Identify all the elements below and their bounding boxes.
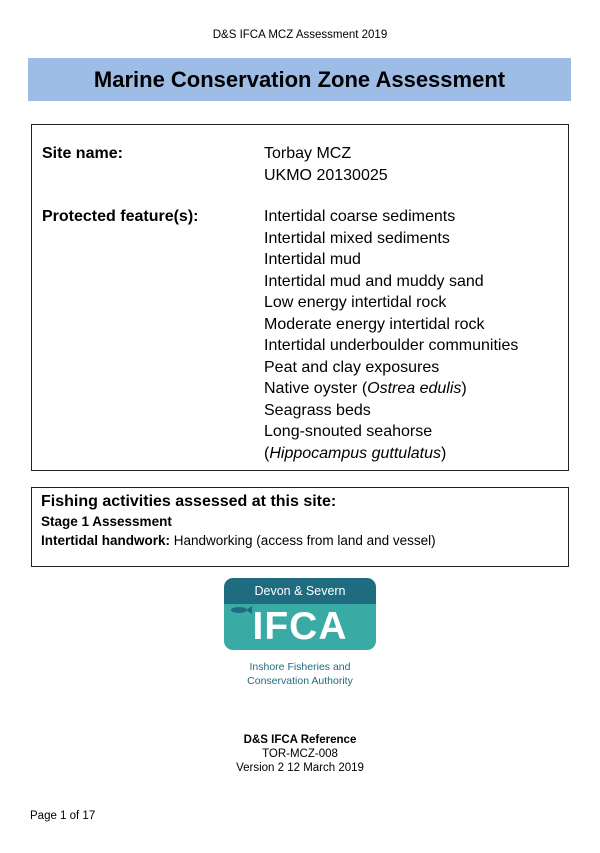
feature-item: Low energy intertidal rock xyxy=(264,294,447,311)
ifca-logo xyxy=(224,578,376,708)
feature-item: Moderate energy intertidal rock xyxy=(264,315,485,333)
feature-item: Intertidal coarse sediments xyxy=(264,208,456,225)
activity-label: Intertidal handwork: xyxy=(41,533,171,548)
feature-item: (Hippocampus guttulatus) xyxy=(264,444,447,462)
reference-version: Version 2 12 March 2019 xyxy=(236,762,364,774)
feature-item: Intertidal mud xyxy=(264,251,361,268)
activity-line xyxy=(41,531,559,550)
feature-item: Intertidal mud and muddy sand xyxy=(264,272,484,290)
fish-icon xyxy=(230,606,252,614)
page-title: Marine Conservation Zone Assessment xyxy=(28,58,571,101)
protected-features-list xyxy=(264,206,518,464)
feature-item: Long-snouted seahorse xyxy=(264,423,433,440)
logo-main-band xyxy=(224,604,376,650)
feature-item: Intertidal underboulder communities xyxy=(264,337,519,354)
species-name: Hippocampus guttulatus xyxy=(269,444,441,462)
activity-value: Handworking (access from land and vessel) xyxy=(170,533,436,548)
site-name: Torbay MCZ xyxy=(264,145,352,162)
logo-top-band: Devon & Severn xyxy=(224,578,376,604)
logo-subtitle: Inshore Fisheries and Conservation Authority xyxy=(247,661,353,687)
site-details-box xyxy=(31,124,569,471)
site-code: UKMO 20130025 xyxy=(264,166,388,184)
feature-item: Peat and clay exposures xyxy=(264,358,440,376)
running-header: D&S IFCA MCZ Assessment 2019 xyxy=(212,29,388,41)
fishing-activities-box xyxy=(31,487,569,567)
protected-features-label: Protected feature(s): xyxy=(42,208,199,225)
species-name: Ostrea edulis xyxy=(367,380,462,397)
feature-item: Intertidal mixed sediments xyxy=(264,229,450,247)
feature-item: Seagrass beds xyxy=(264,401,371,419)
logo-main-text: IFCA xyxy=(252,605,348,648)
site-name-values xyxy=(264,143,388,186)
activities-heading: Fishing activities assessed at this site: xyxy=(41,493,337,510)
page-number: Page 1 of 17 xyxy=(30,810,96,822)
site-name-label: Site name: xyxy=(42,145,123,162)
assessment-stage: Stage 1 Assessment xyxy=(41,514,172,529)
reference-title: D&S IFCA Reference xyxy=(243,734,357,746)
reference-code: TOR-MCZ-008 xyxy=(262,748,338,760)
feature-item: Native oyster (Ostrea edulis) xyxy=(264,380,467,397)
reference-block xyxy=(0,733,600,775)
